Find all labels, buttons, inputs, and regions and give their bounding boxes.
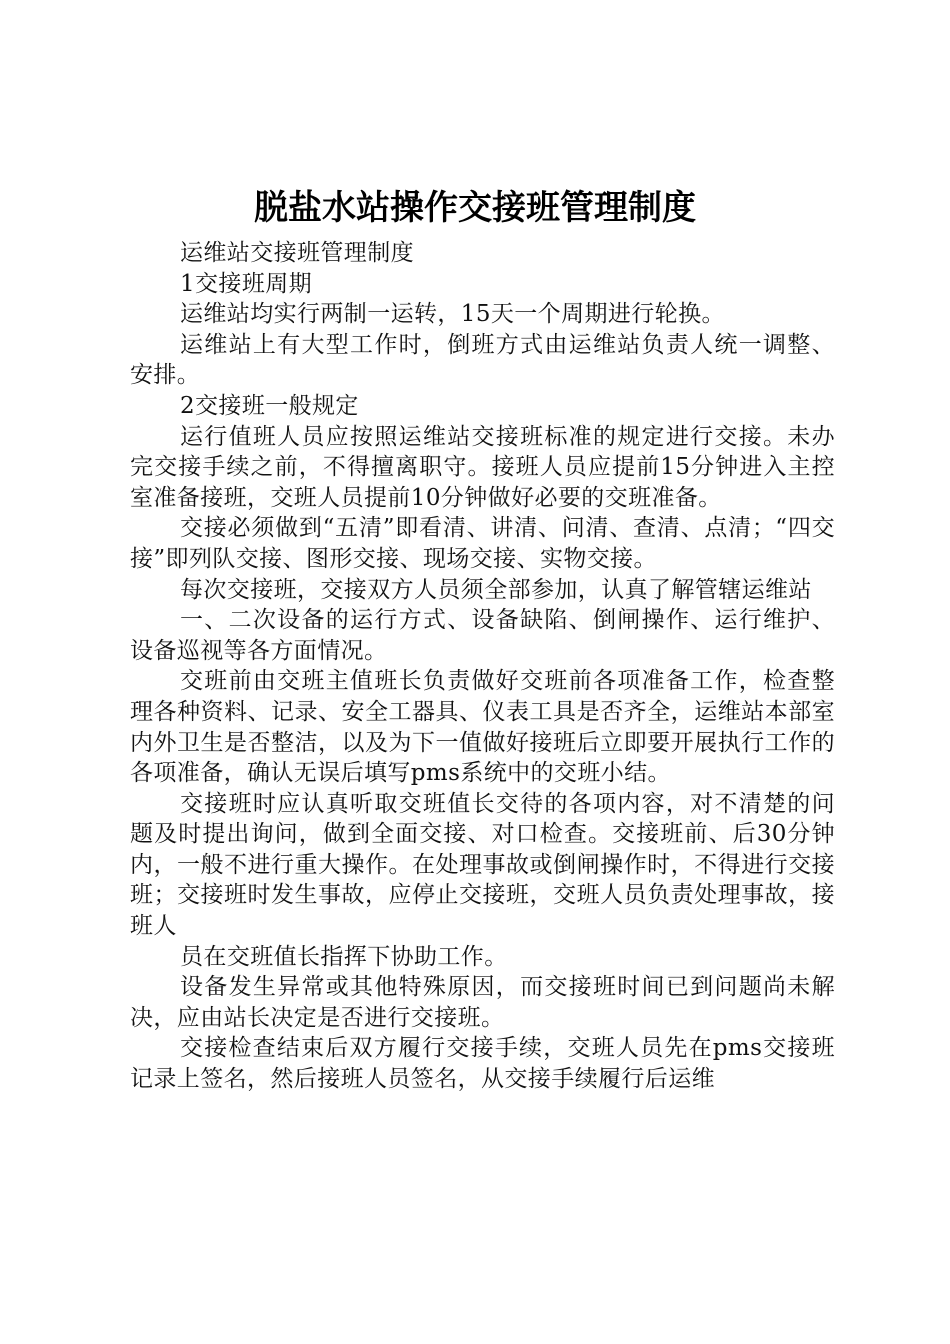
paragraph: 运维站上有大型工作时，倒班方式由运维站负责人统一调整、安排。: [130, 331, 835, 389]
document-body: [130, 238, 835, 1095]
paragraph: 交接检查结束后双方履行交接手续，交班人员先在pms交接班记录上签名，然后接班人员签名，从交接手续履行后运维: [130, 1035, 835, 1093]
paragraph: 交接班时应认真听取交班值长交待的各项内容，对不清楚的问题及时提出询问，做到全面交接、对口检查。交接班前、后30分钟内，一般不进行重大操作。在处理事故或倒闸操作时，不得进行交接班；交接班时发生事故，应停止交接班，交班人员负责处理事故，接班人: [130, 790, 835, 940]
paragraph: 运维站均实行两制一运转，15天一个周期进行轮换。: [180, 301, 725, 328]
paragraph: 设备发生异常或其他特殊原因，而交接班时间已到问题尚未解决，应由站长决定是否进行交接班。: [130, 974, 835, 1031]
paragraph: 1交接班周期: [180, 270, 313, 297]
paragraph: 2交接班一般规定: [180, 392, 359, 419]
paragraph: 员在交班值长指挥下协助工作。: [180, 943, 508, 970]
paragraph: 运维站交接班管理制度: [180, 240, 414, 266]
paragraph: 交接必须做到“五清”即看清、讲清、问清、查清、点清；“四交接”即列队交接、图形交接、现场交接、实物交接。: [130, 515, 835, 572]
paragraph: 一、二次设备的运行方式、设备缺陷、倒闸操作、运行维护、设备巡视等各方面情况。: [130, 607, 835, 664]
paragraph: 每次交接班，交接双方人员须全部参加，认真了解管辖运维站: [180, 576, 812, 603]
document-title: 脱盐水站操作交接班管理制度: [254, 188, 696, 228]
paragraph: 交班前由交班主值班长负责做好交班前各项准备工作，检查整理各种资料、记录、安全工器具、仪表工具是否齐全，运维站本部室内外卫生是否整洁，以及为下一值做好接班后立即要开展执行工作的各项准备，确认无误后填写pms系统中的交班小结。: [130, 668, 835, 787]
paragraph: 运行值班人员应按照运维站交接班标准的规定进行交接。未办完交接手续之前，不得擅离职守。接班人员应提前15分钟进入主控室准备接班，交班人员提前10分钟做好必要的交班准备。: [130, 423, 835, 511]
